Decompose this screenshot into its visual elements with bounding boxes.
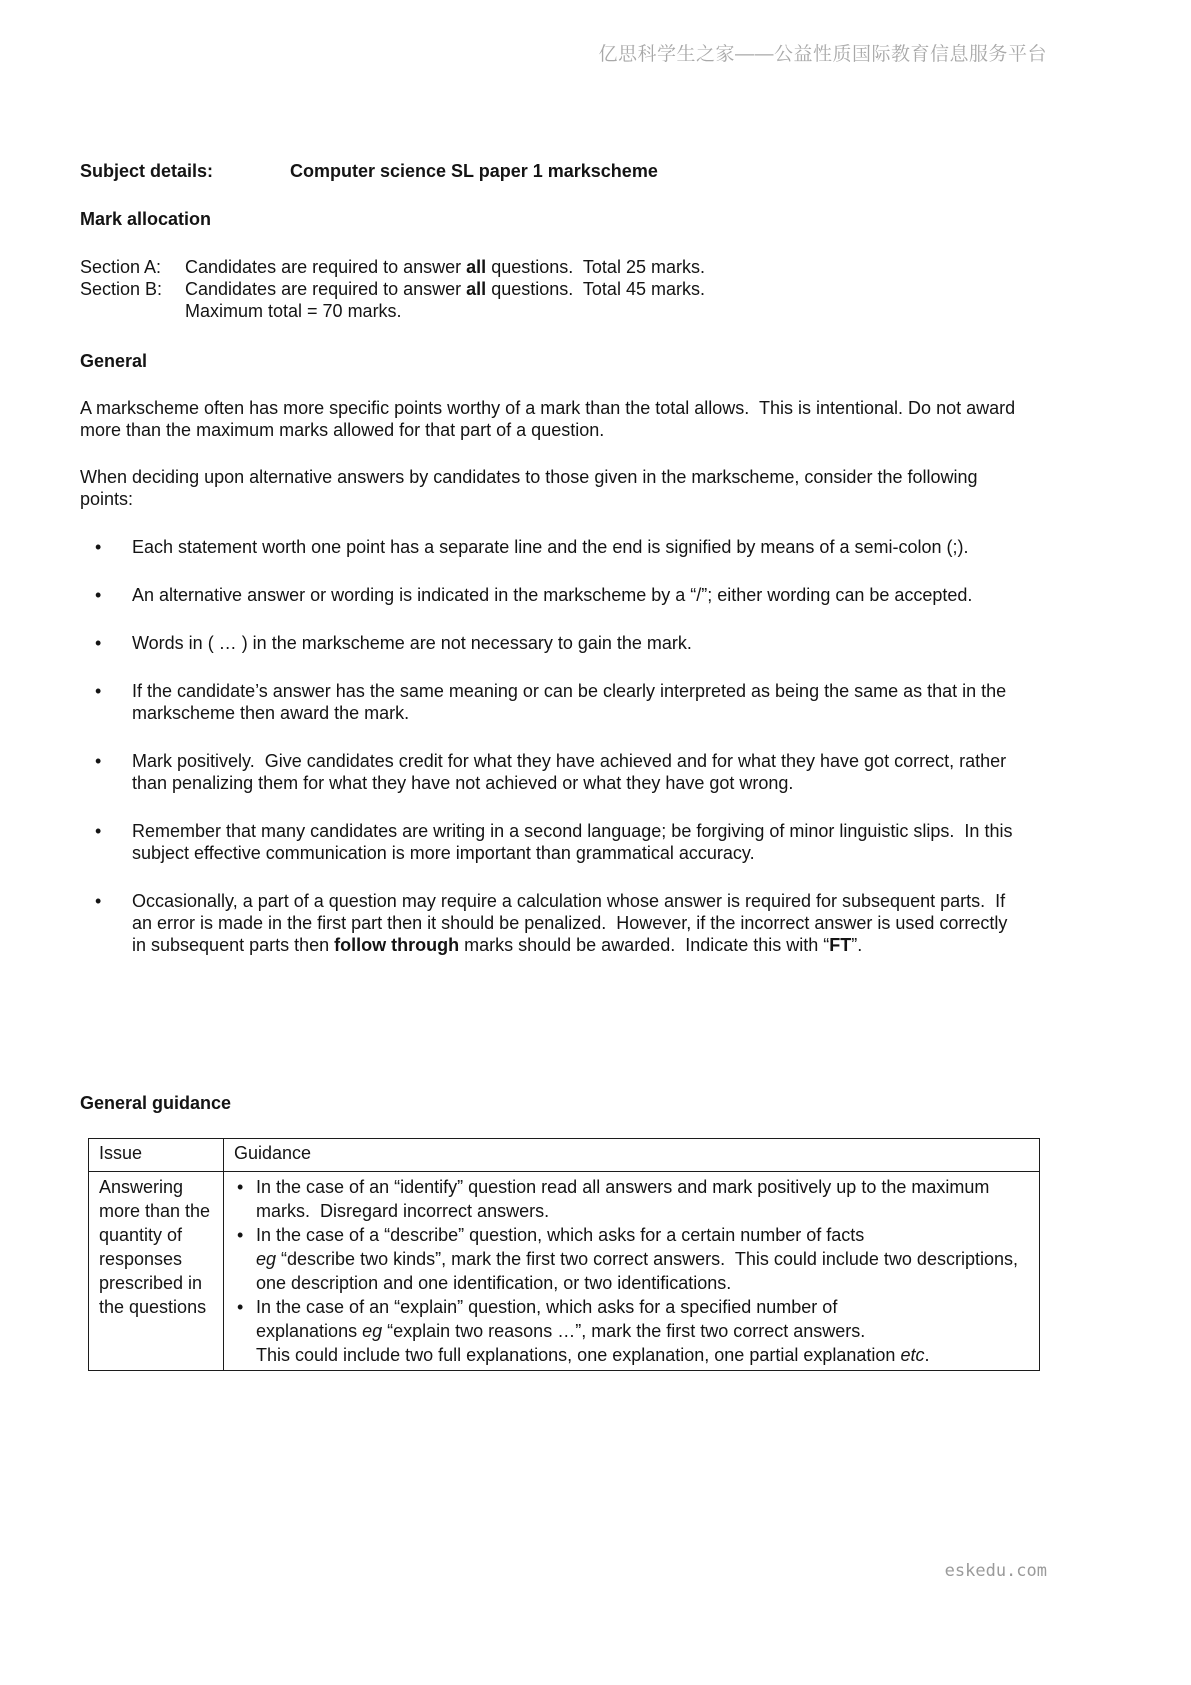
explain-eg-italic: eg: [362, 1321, 383, 1341]
guidance-table-row: [89, 1172, 1040, 1371]
explain-line1: In the case of an “explain” question, which asks for a specified number of: [256, 1297, 838, 1317]
general-guidance-heading: General guidance: [80, 1093, 232, 1113]
general-bullet-list: [80, 536, 1016, 956]
guidance-column-header: Guidance: [224, 1139, 1040, 1172]
section-a-text: [185, 256, 705, 278]
guidance-table-header-row: [89, 1139, 1040, 1172]
ft-abbrev-bold: FT: [829, 935, 852, 955]
explain-etc-italic: etc: [900, 1345, 925, 1365]
section-b-text: [185, 278, 705, 300]
guidance-bullet-explain: [234, 1295, 1029, 1367]
ft-text-end: ”.: [851, 935, 863, 955]
explain-line2-post: “explain two reasons …”, mark the first two correct answers.: [382, 1321, 866, 1341]
describe-eg-italic: eg: [256, 1249, 277, 1269]
guidance-table: [88, 1138, 1040, 1371]
subject-details-row: [80, 160, 1016, 182]
guidance-bullet-list: [234, 1175, 1029, 1367]
section-a-text-pre: Candidates are required to answer: [185, 257, 467, 277]
section-b-text-pre: Candidates are required to answer: [185, 279, 467, 299]
describe-line1: In the case of a “describe” question, which asks for a certain number of facts: [256, 1225, 865, 1245]
general-heading: General: [80, 351, 148, 371]
bullet-item: • Words in ( … ) in the markscheme are not necessary to gain the mark.: [80, 632, 1016, 654]
section-a-label: Section A:: [80, 257, 162, 277]
section-b-text-bold: all: [466, 279, 487, 299]
guidance-cell: [224, 1172, 1040, 1371]
describe-line2: “describe two kinds”, mark the first two correct answers. This could include two descriptions, one description and one identification, or two identifications.: [256, 1249, 1023, 1293]
bullet-item: • If the candidate’s answer has the same meaning or can be clearly interpreted as being the same as that in the markscheme then award the mark.: [80, 680, 1016, 724]
issue-cell: Answering more than the quantity of responses prescribed in the questions: [89, 1172, 224, 1371]
mark-allocation-sections: [80, 256, 1016, 322]
bullet-item: • Remember that many candidates are writing in a second language; be forgiving of minor linguistic slips. In this subject effective communication is more important than grammatical accuracy.: [80, 820, 1016, 864]
section-a-text-post: questions. Total 25 marks.: [486, 257, 705, 277]
general-paragraph-2: When deciding upon alternative answers by candidates to those given in the markscheme, consider the following points:: [80, 467, 983, 509]
ft-text-pre: Occasionally, a part of a question may require a calculation whose answer is required for subsequent parts. If an error is made in the first part then it should be penalized. However, if the incorrect answer is used correctly in subsequent parts then: [132, 891, 1013, 955]
subject-details-label: Subject details:: [80, 161, 214, 181]
top-watermark: 亿思科学生之家——公益性质国际教育信息服务平台: [598, 44, 1047, 65]
section-a-line: [80, 256, 1016, 278]
explain-end: .: [924, 1345, 930, 1365]
bullet-item: • An alternative answer or wording is indicated in the markscheme by a “/”; either wording can be accepted.: [80, 584, 1016, 606]
document-title: Computer science SL paper 1 markscheme: [290, 161, 658, 181]
maximum-total-line: Maximum total = 70 marks.: [185, 301, 402, 321]
ft-text-bold: follow through: [334, 935, 460, 955]
general-paragraph-1: A markscheme often has more specific points worthy of a mark than the total allows. This is intentional. Do not award more than the maximum marks allowed for that part of a question.: [80, 398, 1021, 440]
issue-column-header: Issue: [89, 1139, 224, 1172]
bullet-item: • Each statement worth one point has a separate line and the end is signified by means of a semi-colon (;).: [80, 536, 1016, 558]
section-a-text-bold: all: [466, 257, 487, 277]
bullet-item-follow-through: [80, 890, 1016, 956]
section-b-line: [80, 278, 1016, 300]
guidance-bullet-describe: [234, 1223, 1029, 1295]
guidance-bullet-identify: • In the case of an “identify” question read all answers and mark positively up to the maximum marks. Disregard incorrect answers.: [234, 1175, 1029, 1223]
section-b-label: Section B:: [80, 279, 163, 299]
bottom-watermark: eskedu.com: [944, 1561, 1047, 1581]
ft-text-mid: marks should be awarded. Indicate this with “: [459, 935, 830, 955]
section-b-text-post: questions. Total 45 marks.: [486, 279, 705, 299]
explain-line2-pre: explanations: [256, 1321, 363, 1341]
page-content: [80, 0, 1023, 1371]
bullet-item: • Mark positively. Give candidates credit for what they have achieved and for what they have got correct, rather than penalizing them for what they have not achieved or what they have got wrong.: [80, 750, 1016, 794]
mark-allocation-heading: Mark allocation: [80, 209, 212, 229]
explain-line3-pre: This could include two full explanations, one explanation, one partial explanation: [256, 1345, 901, 1365]
